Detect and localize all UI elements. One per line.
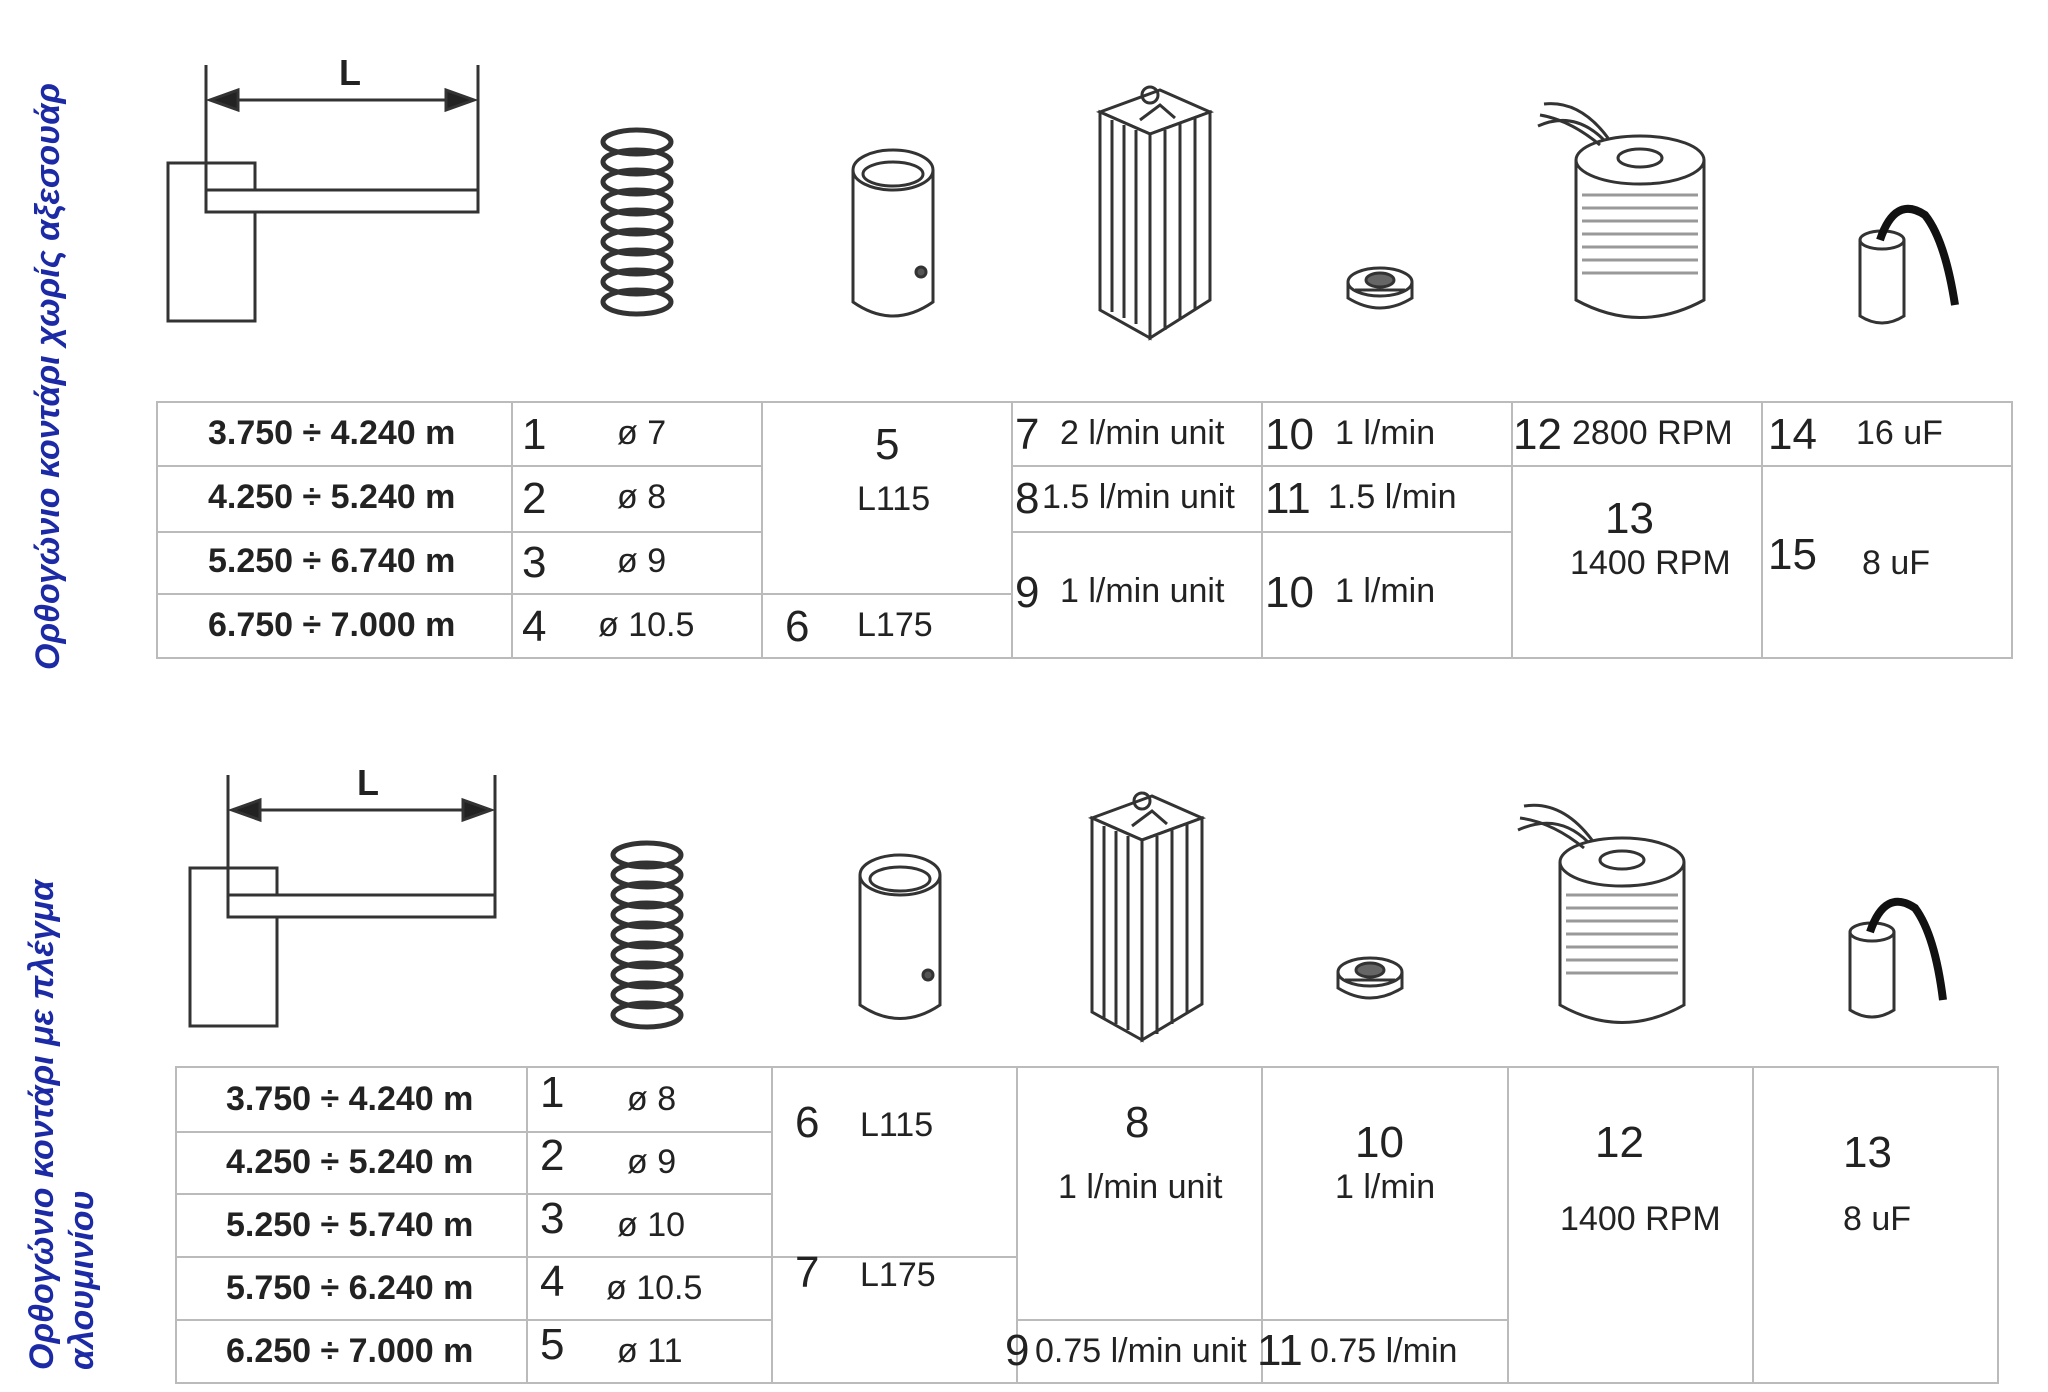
motor-rpm: 2800 RPM [1572, 414, 1733, 452]
range-cell: 5.250 ÷ 6.740 m [208, 542, 456, 580]
capacitor-icon-2 [1850, 902, 1943, 1017]
unit-number: 9 [1005, 1326, 1030, 1375]
spring-number: 2 [522, 474, 547, 523]
pole-diagram-2 [190, 775, 495, 1026]
pump-flow: 0.75 l/min [1310, 1332, 1458, 1370]
section2-side-label-line2: αλουμινίου [63, 1190, 101, 1370]
spring-number: 1 [522, 410, 547, 459]
spring-diameter: ø 10.5 [598, 606, 695, 644]
unit-number: 9 [1015, 568, 1040, 617]
spring-diameter: ø 9 [627, 1143, 677, 1181]
spring-diameter: ø 8 [627, 1080, 677, 1118]
cap-length: L115 [857, 480, 931, 518]
range-cell: 3.750 ÷ 4.240 m [226, 1080, 474, 1118]
spring-number: 2 [540, 1131, 565, 1180]
capacitor-value: 8 uF [1862, 544, 1931, 582]
cap-number: 7 [795, 1248, 820, 1297]
capacitor-number: 14 [1768, 410, 1817, 459]
spring-number: 3 [522, 538, 547, 587]
motor-rpm: 1400 RPM [1560, 1200, 1721, 1238]
motor-icon-2 [1518, 805, 1684, 1022]
range-cell: 6.750 ÷ 7.000 m [208, 606, 456, 644]
unit-number: 8 [1015, 474, 1040, 523]
cap-length: L175 [860, 1256, 936, 1294]
motor-number: 13 [1605, 494, 1654, 543]
pump-number: 10 [1355, 1118, 1404, 1167]
tank-unit-icon-1 [1100, 87, 1210, 338]
unit-number: 8 [1125, 1098, 1150, 1147]
pump-flow: 1 l/min [1335, 572, 1436, 610]
unit-number: 7 [1015, 410, 1040, 459]
spring-number: 4 [540, 1257, 565, 1306]
motor-number: 12 [1595, 1118, 1644, 1167]
pump-flow: 1.5 l/min [1328, 478, 1457, 516]
spring-number: 4 [522, 602, 547, 651]
spring-number: 5 [540, 1320, 565, 1369]
unit-flow: 0.75 l/min unit [1035, 1332, 1247, 1370]
range-cell: 5.750 ÷ 6.240 m [226, 1269, 474, 1307]
unit-flow: 1 l/min unit [1058, 1168, 1223, 1206]
range-cell: 3.750 ÷ 4.240 m [208, 414, 456, 452]
cap-length: L115 [860, 1106, 934, 1144]
capacitor-icon-1 [1860, 209, 1955, 323]
cap-number: 5 [875, 420, 900, 469]
spring-diameter: ø 10 [617, 1206, 686, 1244]
tank-unit-icon-2 [1092, 793, 1202, 1040]
cap-icon-2 [860, 855, 940, 1019]
pump-number: 10 [1265, 410, 1314, 459]
pump-flow: 1 l/min [1335, 1168, 1436, 1206]
pump-flow: 1 l/min [1335, 414, 1436, 452]
cap-number: 6 [785, 602, 810, 651]
spring-icon-1 [603, 130, 671, 314]
spring-number: 3 [540, 1194, 565, 1243]
section2-side-label-line1: Ορθογώνιο κοντάρι με πλέγμα [23, 879, 61, 1370]
capacitor-value: 8 uF [1843, 1200, 1912, 1238]
range-cell: 4.250 ÷ 5.240 m [208, 478, 456, 516]
spring-diameter: ø 10.5 [606, 1269, 703, 1307]
spring-diameter: ø 11 [617, 1332, 683, 1370]
pump-icon-1 [1348, 268, 1412, 308]
capacitor-number: 13 [1843, 1128, 1892, 1177]
cap-number: 6 [795, 1098, 820, 1147]
spring-diameter: ø 7 [617, 414, 667, 452]
motor-number: 12 [1513, 410, 1562, 459]
range-cell: 4.250 ÷ 5.240 m [226, 1143, 474, 1181]
unit-flow: 2 l/min unit [1060, 414, 1225, 452]
unit-flow: 1 l/min unit [1060, 572, 1225, 610]
pump-number: 11 [1265, 474, 1311, 523]
capacitor-number: 15 [1768, 530, 1817, 579]
dimension-label-2: L [357, 762, 379, 803]
spring-icon-2 [613, 843, 681, 1027]
cap-icon-1 [853, 150, 933, 316]
section1-side-label: Ορθογώνιο κοντάρι χωρίς αξεσουάρ [29, 83, 67, 670]
spring-diameter: ø 8 [617, 478, 667, 516]
spring-number: 1 [540, 1068, 565, 1117]
motor-icon-1 [1538, 104, 1704, 318]
pump-number: 11 [1257, 1326, 1303, 1375]
dimension-label-1: L [339, 52, 361, 93]
range-cell: 5.250 ÷ 5.740 m [226, 1206, 474, 1244]
cap-length: L175 [857, 606, 933, 644]
unit-flow: 1.5 l/min unit [1042, 478, 1235, 516]
pole-diagram-1 [168, 65, 478, 321]
range-cell: 6.250 ÷ 7.000 m [226, 1332, 474, 1370]
pump-number: 10 [1265, 568, 1314, 617]
motor-rpm: 1400 RPM [1570, 544, 1731, 582]
pump-icon-2 [1338, 958, 1402, 998]
spring-diameter: ø 9 [617, 542, 667, 580]
capacitor-value: 16 uF [1856, 414, 1943, 452]
